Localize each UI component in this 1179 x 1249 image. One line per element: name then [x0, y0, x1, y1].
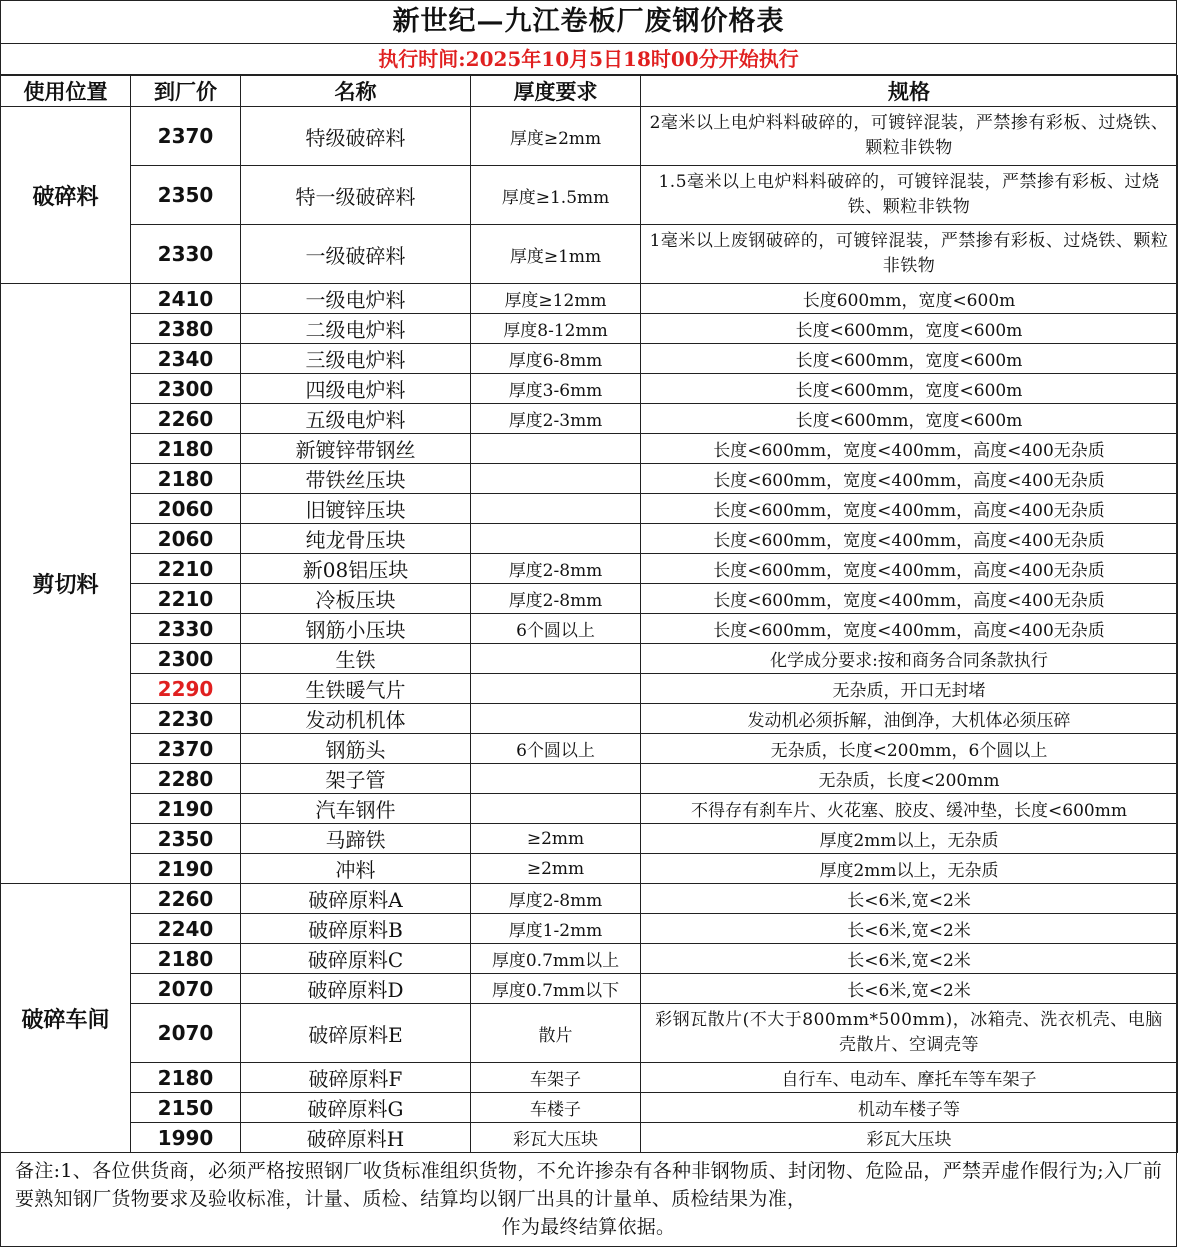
remarks	[1, 1153, 1176, 1241]
thickness-cell	[471, 434, 641, 464]
name-cell: 生铁	[241, 644, 471, 674]
thickness-cell	[471, 764, 641, 794]
table-row	[1, 584, 1178, 614]
thickness-cell	[471, 674, 641, 704]
name-cell: 钢筋头	[241, 734, 471, 764]
name-cell: 架子管	[241, 764, 471, 794]
price-table	[0, 75, 1178, 1153]
spec-cell: 2毫米以上电炉料料破碎的，可镀锌混装，严禁掺有彩板、过烧铁、颗粒非铁物	[641, 107, 1178, 166]
table-row	[1, 494, 1178, 524]
thickness-cell: 散片	[471, 1004, 641, 1063]
name-cell: 二级电炉料	[241, 314, 471, 344]
thickness-cell: 6个圆以上	[471, 734, 641, 764]
spec-cell: 无杂质，长度<200mm，6个圆以上	[641, 734, 1178, 764]
price-cell: 1990	[131, 1123, 241, 1153]
thickness-cell: ≥2mm	[471, 854, 641, 884]
table-row	[1, 944, 1178, 974]
name-cell: 一级电炉料	[241, 284, 471, 314]
spec-cell: 化学成分要求:按和商务合同条款执行	[641, 644, 1178, 674]
thickness-cell	[471, 524, 641, 554]
spec-cell: 发动机必须拆解，油倒净，大机体必须压碎	[641, 704, 1178, 734]
table-row	[1, 974, 1178, 1004]
price-cell: 2330	[131, 614, 241, 644]
price-cell: 2340	[131, 344, 241, 374]
table-row	[1, 704, 1178, 734]
name-cell: 一级破碎料	[241, 225, 471, 284]
spec-cell: 长<6米,宽<2米	[641, 944, 1178, 974]
name-cell: 破碎原料B	[241, 914, 471, 944]
thickness-cell: 厚度0.7mm以下	[471, 974, 641, 1004]
thickness-cell: 厚度2-8mm	[471, 584, 641, 614]
name-cell: 生铁暖气片	[241, 674, 471, 704]
price-cell: 2370	[131, 107, 241, 166]
name-cell: 新08铝压块	[241, 554, 471, 584]
spec-cell: 无杂质，开口无封堵	[641, 674, 1178, 704]
header-row	[1, 76, 1178, 107]
name-cell: 冲料	[241, 854, 471, 884]
price-cell: 2230	[131, 704, 241, 734]
name-cell: 汽车钢件	[241, 794, 471, 824]
table-row	[1, 554, 1178, 584]
price-cell: 2330	[131, 225, 241, 284]
thickness-cell: 厚度≥2mm	[471, 107, 641, 166]
price-cell: 2180	[131, 944, 241, 974]
spec-cell: 长度<600mm，宽度<400mm，高度<400无杂质	[641, 584, 1178, 614]
name-cell: 破碎原料G	[241, 1093, 471, 1123]
name-cell: 特一级破碎料	[241, 166, 471, 225]
price-cell: 2190	[131, 854, 241, 884]
price-cell: 2180	[131, 434, 241, 464]
price-cell: 2180	[131, 464, 241, 494]
spec-cell: 机动车楼子等	[641, 1093, 1178, 1123]
spec-cell: 长度<600mm，宽度<400mm，高度<400无杂质	[641, 434, 1178, 464]
table-row	[1, 764, 1178, 794]
name-cell: 破碎原料F	[241, 1063, 471, 1093]
table-row	[1, 644, 1178, 674]
spec-cell: 长度<600mm，宽度<600m	[641, 404, 1178, 434]
thickness-cell	[471, 494, 641, 524]
table-row	[1, 225, 1178, 284]
price-cell: 2350	[131, 166, 241, 225]
table-row	[1, 107, 1178, 166]
name-cell: 破碎原料C	[241, 944, 471, 974]
name-cell: 发动机机体	[241, 704, 471, 734]
name-cell: 破碎原料H	[241, 1123, 471, 1153]
spec-cell: 自行车、电动车、摩托车等车架子	[641, 1063, 1178, 1093]
table-row	[1, 464, 1178, 494]
spec-cell: 长度<600mm，宽度<400mm，高度<400无杂质	[641, 494, 1178, 524]
group-label: 破碎料	[1, 107, 131, 284]
price-cell: 2070	[131, 974, 241, 1004]
header-spec: 规格	[641, 76, 1178, 107]
price-cell: 2380	[131, 314, 241, 344]
thickness-cell: 厚度≥12mm	[471, 284, 641, 314]
table-row	[1, 166, 1178, 225]
sheet-title: 新世纪—九江卷板厂废钢价格表	[1, 1, 1176, 44]
price-cell: 2410	[131, 284, 241, 314]
spec-cell: 长度<600mm，宽度<600m	[641, 314, 1178, 344]
remarks-last-line: 作为最终结算依据。	[501, 1216, 676, 1238]
table-row	[1, 374, 1178, 404]
price-cell: 2260	[131, 404, 241, 434]
header-thickness: 厚度要求	[471, 76, 641, 107]
table-row	[1, 1004, 1178, 1063]
price-cell: 2280	[131, 764, 241, 794]
spec-cell: 长<6米,宽<2米	[641, 884, 1178, 914]
spec-cell: 不得存有刹车片、火花塞、胶皮、缓冲垫，长度<600mm	[641, 794, 1178, 824]
spec-cell: 1.5毫米以上电炉料料破碎的，可镀锌混装，严禁掺有彩板、过烧铁、颗粒非铁物	[641, 166, 1178, 225]
thickness-cell: 厚度1-2mm	[471, 914, 641, 944]
spec-cell: 长度<600mm，宽度<400mm，高度<400无杂质	[641, 464, 1178, 494]
spec-cell: 无杂质，长度<200mm	[641, 764, 1178, 794]
table-row	[1, 524, 1178, 554]
spec-cell: 厚度2mm以上，无杂质	[641, 854, 1178, 884]
name-cell: 钢筋小压块	[241, 614, 471, 644]
spec-cell: 1毫米以上废钢破碎的，可镀锌混装，严禁掺有彩板、过烧铁、颗粒非铁物	[641, 225, 1178, 284]
price-cell: 2070	[131, 1004, 241, 1063]
name-cell: 纯龙骨压块	[241, 524, 471, 554]
name-cell: 新镀锌带钢丝	[241, 434, 471, 464]
table-row	[1, 1063, 1178, 1093]
remarks-text: 备注:1、各位供货商，必须严格按照钢厂收货标准组织货物，不允许掺杂有各种非钢物质、封闭物、危险品，严禁弄虚作假行为;入厂前要熟知钢厂货物要求及验收标准，计量、质检、结算均以钢厂出具的计量单、质检结果为准，	[15, 1160, 1162, 1210]
table-row	[1, 824, 1178, 854]
price-cell: 2210	[131, 584, 241, 614]
spec-cell: 彩瓦大压块	[641, 1123, 1178, 1153]
name-cell: 破碎原料D	[241, 974, 471, 1004]
thickness-cell: 厚度0.7mm以上	[471, 944, 641, 974]
group-label: 破碎车间	[1, 884, 131, 1153]
thickness-cell: 厚度2-8mm	[471, 554, 641, 584]
name-cell: 五级电炉料	[241, 404, 471, 434]
spec-cell: 厚度2mm以上，无杂质	[641, 824, 1178, 854]
table-row	[1, 434, 1178, 464]
thickness-cell: 厚度≥1mm	[471, 225, 641, 284]
thickness-cell: 6个圆以上	[471, 614, 641, 644]
thickness-cell	[471, 464, 641, 494]
table-row	[1, 1123, 1178, 1153]
spec-cell: 长度<600mm，宽度<600m	[641, 344, 1178, 374]
table-row	[1, 674, 1178, 704]
spec-cell: 长度600mm，宽度<600m	[641, 284, 1178, 314]
thickness-cell: 车楼子	[471, 1093, 641, 1123]
spec-cell: 长度<600mm，宽度<400mm，高度<400无杂质	[641, 614, 1178, 644]
table-row	[1, 914, 1178, 944]
price-cell: 2260	[131, 884, 241, 914]
thickness-cell: 厚度≥1.5mm	[471, 166, 641, 225]
table-row	[1, 404, 1178, 434]
spec-cell: 长度<600mm，宽度<600m	[641, 374, 1178, 404]
name-cell: 冷板压块	[241, 584, 471, 614]
table-row	[1, 284, 1178, 314]
spec-cell: 长度<600mm，宽度<400mm，高度<400无杂质	[641, 524, 1178, 554]
thickness-cell: 车架子	[471, 1063, 641, 1093]
spec-cell: 彩钢瓦散片(不大于800mm*500mm)，冰箱壳、洗衣机壳、电脑壳散片、空调壳等	[641, 1004, 1178, 1063]
price-cell: 2190	[131, 794, 241, 824]
thickness-cell: 厚度3-6mm	[471, 374, 641, 404]
name-cell: 四级电炉料	[241, 374, 471, 404]
name-cell: 特级破碎料	[241, 107, 471, 166]
table-row	[1, 794, 1178, 824]
thickness-cell: 厚度8-12mm	[471, 314, 641, 344]
price-cell: 2300	[131, 374, 241, 404]
name-cell: 破碎原料A	[241, 884, 471, 914]
price-cell: 2350	[131, 824, 241, 854]
spec-cell: 长度<600mm，宽度<400mm，高度<400无杂质	[641, 554, 1178, 584]
name-cell: 带铁丝压块	[241, 464, 471, 494]
thickness-cell	[471, 644, 641, 674]
table-row	[1, 884, 1178, 914]
name-cell: 旧镀锌压块	[241, 494, 471, 524]
price-cell: 2240	[131, 914, 241, 944]
spec-cell: 长<6米,宽<2米	[641, 974, 1178, 1004]
price-cell: 2290	[131, 674, 241, 704]
table-row	[1, 344, 1178, 374]
thickness-cell	[471, 704, 641, 734]
thickness-cell	[471, 794, 641, 824]
thickness-cell: 厚度6-8mm	[471, 344, 641, 374]
price-cell: 2150	[131, 1093, 241, 1123]
table-row	[1, 614, 1178, 644]
header-location: 使用位置	[1, 76, 131, 107]
table-body	[1, 107, 1178, 1153]
price-cell: 2370	[131, 734, 241, 764]
table-row	[1, 734, 1178, 764]
price-cell: 2180	[131, 1063, 241, 1093]
thickness-cell: 彩瓦大压块	[471, 1123, 641, 1153]
price-cell: 2060	[131, 524, 241, 554]
price-cell: 2300	[131, 644, 241, 674]
name-cell: 三级电炉料	[241, 344, 471, 374]
table-row	[1, 1093, 1178, 1123]
name-cell: 破碎原料E	[241, 1004, 471, 1063]
table-row	[1, 314, 1178, 344]
thickness-cell: 厚度2-8mm	[471, 884, 641, 914]
header-price: 到厂价	[131, 76, 241, 107]
group-label: 剪切料	[1, 284, 131, 884]
name-cell: 马蹄铁	[241, 824, 471, 854]
price-cell: 2060	[131, 494, 241, 524]
thickness-cell: ≥2mm	[471, 824, 641, 854]
spec-cell: 长<6米,宽<2米	[641, 914, 1178, 944]
thickness-cell: 厚度2-3mm	[471, 404, 641, 434]
price-cell: 2210	[131, 554, 241, 584]
table-row	[1, 854, 1178, 884]
header-name: 名称	[241, 76, 471, 107]
execution-time: 执行时间:2025年10月5日18时00分开始执行	[1, 44, 1176, 75]
